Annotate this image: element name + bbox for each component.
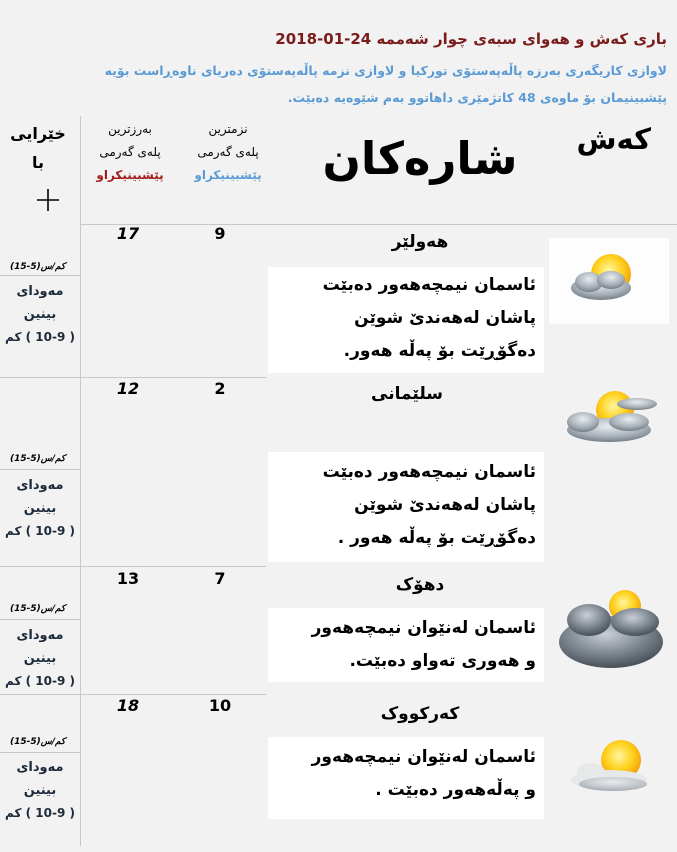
wind-speed-duhok: (15-5)کم/س [10, 604, 66, 614]
description-box-sulaymaniyah [268, 452, 544, 562]
report-title-text: باری کەش و هەوای سبەی چوار شەممە [376, 30, 667, 48]
description-box-kirkuk [268, 737, 544, 819]
max-temp-header-line1: بەرزترین [108, 122, 152, 136]
visibility-value-kirkuk: ( 10-9 ) کم [5, 806, 75, 820]
description-erbil-line3: دەگۆڕێت بۆ پەڵە هەور. [343, 341, 536, 361]
description-kirkuk-line2: و پەڵەهەور دەبێت . [375, 780, 536, 800]
description-kirkuk-line1: ئاسمان لەنێوان نیمچەهەور [311, 747, 536, 767]
city-name-kirkuk: کەرکووک [380, 704, 460, 724]
row-divider-2 [0, 566, 266, 567]
row-divider-1 [0, 377, 266, 378]
visibility-duhok [0, 624, 80, 693]
weather-icon-sulaymaniyah [553, 382, 669, 454]
min-temp-header-line3: پێشبینیکراو [194, 168, 262, 182]
city-name-sulaymaniyah: سلێمانی [371, 384, 443, 404]
min-temp-kirkuk: 10 [208, 696, 232, 715]
visibility-label2-erbil: بینین [23, 307, 57, 322]
description-erbil-line1: ئاسمان نیمچەهەور دەبێت [322, 275, 536, 295]
wind-speed-sulaymaniyah: (15-5)کم/س [10, 454, 66, 464]
max-temp-kirkuk: 18 [116, 696, 140, 715]
sun-behind-cloud-icon [549, 238, 669, 324]
wind-subdivider-2 [0, 469, 80, 470]
report-title [265, 30, 667, 48]
city-name-duhok: دهۆک [395, 575, 445, 595]
description-kirkuk [268, 737, 544, 807]
wind-header-line2: با [31, 153, 44, 172]
description-sulaymaniyah-line1: ئاسمان نیمچەهەور دەبێت [322, 462, 536, 482]
description-erbil-line2: پاشان لەهەندێ شوێن [354, 308, 536, 328]
max-temp-header-line2: پلەی گەرمی [99, 145, 161, 159]
column-header-max-temp [80, 118, 180, 187]
description-box-duhok [268, 608, 544, 682]
column-header-wind [6, 124, 70, 172]
max-temp-duhok: 13 [116, 569, 140, 588]
report-date: 2018-01-24 [275, 30, 372, 48]
visibility-label-sulaymaniyah: مەودای [16, 478, 64, 493]
min-temp-header-line2: پلەی گەرمی [197, 145, 259, 159]
max-temp-erbil: 17 [116, 224, 140, 243]
weather-icon-duhok [553, 580, 671, 682]
dark-cloud-sun-icon [553, 580, 671, 682]
visibility-value-duhok: ( 10-9 ) کم [5, 674, 75, 688]
visibility-label-duhok: مەودای [16, 628, 64, 643]
wind-subdivider-4 [0, 752, 80, 753]
wind-speed-erbil: (15-5)کم/س [10, 262, 66, 272]
sun-behind-cloud-icon [553, 382, 669, 454]
intro-line-1: لاوازی کاریگەری بەرزە پاڵەپەستۆی تورکیا و لاوازی نزمە پاڵەپەستۆی دەریای ناوەڕاست بۆیە [104, 63, 667, 78]
visibility-label2-sulaymaniyah: بینین [23, 501, 57, 516]
city-name-erbil: هەولێر [391, 232, 449, 252]
visibility-kirkuk [0, 756, 80, 825]
row-divider-3 [0, 694, 266, 695]
visibility-label-kirkuk: مەودای [16, 760, 64, 775]
wind-subdivider-3 [0, 619, 80, 620]
wind-header-line1: خێرایی [10, 124, 66, 143]
column-header-cities: شارەکان [322, 132, 518, 185]
description-sulaymaniyah-line2: پاشان لەهەندێ شوێن [354, 495, 536, 515]
description-sulaymaniyah-line3: دەگۆڕێت بۆ پەڵە هەور . [337, 528, 536, 548]
plus-icon [36, 188, 60, 212]
weather-icon-erbil [549, 238, 669, 324]
column-header-weather: کەش [576, 122, 651, 156]
wind-speed-kirkuk: (15-5)کم/س [10, 737, 66, 747]
sun-behind-cloud-icon [557, 726, 669, 800]
visibility-label2-kirkuk: بینین [23, 783, 57, 798]
min-temp-sulaymaniyah: 2 [214, 379, 226, 398]
visibility-erbil [0, 280, 80, 349]
weather-icon-kirkuk [557, 726, 669, 800]
visibility-label-erbil: مەودای [16, 284, 64, 299]
min-temp-erbil: 9 [214, 224, 226, 243]
wind-subdivider-1 [0, 275, 80, 276]
description-box-erbil [268, 267, 544, 373]
intro-line-2: پێشبینیمان بۆ ماوەی 48 کاتژمێری داهاتوو بەم شێوەیە دەبێت. [287, 90, 667, 105]
min-temp-header-line1: نزمترین [208, 122, 248, 136]
header-row-divider [80, 224, 677, 225]
visibility-value-sulaymaniyah: ( 10-9 ) کم [5, 524, 75, 538]
column-divider-wind [80, 116, 81, 846]
max-temp-sulaymaniyah: 12 [116, 379, 140, 398]
visibility-value-erbil: ( 10-9 ) کم [5, 330, 75, 344]
description-duhok-line1: ئاسمان لەنێوان نیمچەهەور [311, 618, 536, 638]
visibility-sulaymaniyah [0, 474, 80, 543]
column-header-min-temp [183, 118, 273, 187]
description-sulaymaniyah [268, 452, 544, 555]
max-temp-header-line3: پێشبینیکراو [96, 168, 164, 182]
min-temp-duhok: 7 [214, 569, 226, 588]
description-duhok-line2: و هەوری تەواو دەبێت. [349, 651, 536, 671]
description-duhok [268, 608, 544, 678]
description-erbil [268, 267, 544, 368]
visibility-label2-duhok: بینین [23, 651, 57, 666]
